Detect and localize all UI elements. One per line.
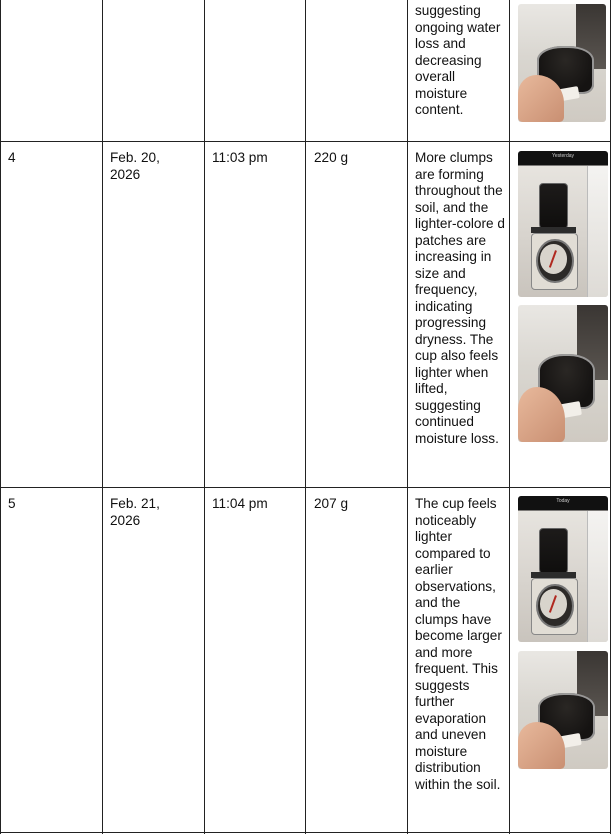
observation-text: The cup feels noticeably lighter compared to earlier observations, and the clumps have become larger and more frequent. This suggests further evaporation and uneven moisture distribution within the soil.: [415, 496, 502, 792]
observation-text: suggesting ongoing water loss and decreasing overall moisture content.: [415, 3, 501, 117]
observation-time: 11:04 pm: [212, 496, 268, 511]
soil-mass: 207 g: [314, 496, 349, 511]
day-number: 5: [8, 496, 16, 511]
row-divider: [0, 141, 611, 142]
row-divider: [0, 832, 611, 833]
scale-photo: [518, 151, 608, 297]
observation-date: Feb. 21, 2026: [110, 496, 160, 528]
observation-time: 11:03 pm: [212, 150, 268, 165]
row-divider: [0, 487, 611, 488]
column-divider: [0, 0, 1, 834]
observation-text: More clumps are forming throughout the soil, and the lighter-colore d patches are increasing in size and frequency, indicating progressing dryness. The cup also feels lighter when lifted, suggesting continued moisture loss.: [415, 150, 505, 446]
soil-cup-photo: [518, 651, 608, 769]
column-divider: [305, 0, 306, 834]
column-divider: [204, 0, 205, 834]
day-number: 4: [8, 150, 16, 165]
soil-mass: 220 g: [314, 150, 349, 165]
column-divider: [407, 0, 408, 834]
scale-photo: [518, 496, 608, 642]
column-divider: [102, 0, 103, 834]
photo-caption: Today: [556, 498, 570, 504]
photo-caption: Yesterday: [551, 153, 575, 159]
soil-cup-photo: [518, 305, 608, 442]
observation-date: Feb. 20, 2026: [110, 150, 160, 182]
soil-cup-photo: [518, 4, 606, 122]
column-divider: [509, 0, 510, 834]
